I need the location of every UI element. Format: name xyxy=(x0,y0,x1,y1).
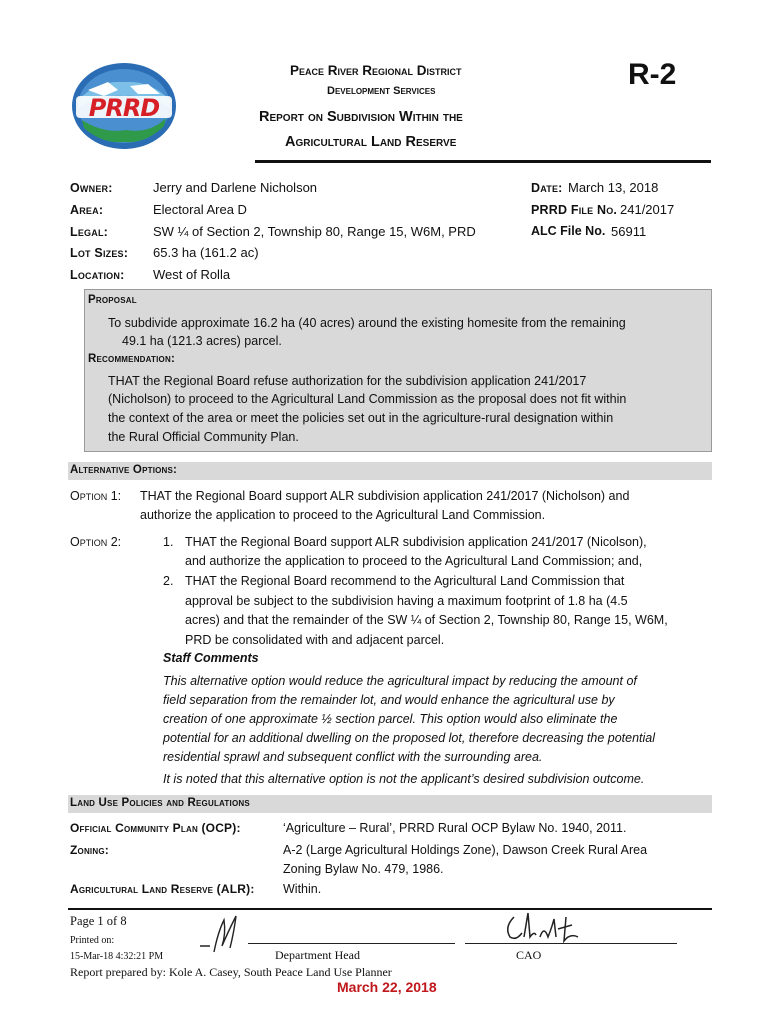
cao-signature xyxy=(500,907,584,947)
location-value: West of Rolla xyxy=(153,267,231,282)
owner-value: Jerry and Darlene Nicholson xyxy=(153,180,318,195)
report-title-line1: Report on Subdivision Within the xyxy=(259,109,463,125)
footer-rule xyxy=(68,908,712,910)
option2-item2-line4: PRD be consolidated with and adjacent parcel. xyxy=(185,633,445,647)
report-title-line2: Agricultural Land Reserve xyxy=(285,134,457,150)
file-value: 241/2017 xyxy=(620,202,675,217)
option2-item1-number: 1. xyxy=(163,535,174,549)
department-head-signature-line xyxy=(248,943,455,944)
received-date-stamp: March 22, 2018 xyxy=(337,979,437,995)
printed-date: 15-Mar-18 4:32:21 PM xyxy=(70,951,164,962)
option2-item2-line2: approval be subject to the subdivision having a maximum footprint of 1.8 ha (4.5 xyxy=(185,594,628,608)
option2-item2-line3: acres) and that the remainder of the SW ¼ of Section 2, Township 80, Range 15, W6M, xyxy=(185,613,668,627)
option1-line2: authorize the application to proceed to the Agricultural Land Commission. xyxy=(140,508,546,522)
logo-text: PRRD xyxy=(88,94,160,122)
option2-item1-line2: and authorize the application to proceed to the Agricultural Land Commission; and, xyxy=(185,554,643,568)
ocp-value: ‘Agriculture – Rural’, PRRD Rural OCP Bylaw No. 1940, 2011. xyxy=(283,821,627,835)
proposal-line2: 49.1 ha (121.3 acres) parcel. xyxy=(122,334,282,348)
staff-comment-line3: creation of one approximate ½ section parcel. This option would also eliminate the xyxy=(163,712,618,726)
zoning-line2: Zoning Bylaw No. 479, 1986. xyxy=(283,862,444,876)
alr-value: Within. xyxy=(283,882,322,896)
land-use-heading: Land Use Policies and Regulations xyxy=(70,797,250,809)
alr-label: Agricultural Land Reserve (ALR): xyxy=(70,882,255,896)
option2-label: Option 2: xyxy=(70,535,122,549)
zoning-line1: A-2 (Large Agricultural Holdings Zone), Dawson Creek Rural Area xyxy=(283,843,648,857)
recommendation-heading: Recommendation: xyxy=(88,353,175,365)
staff-comment-line1: This alternative option would reduce the agricultural impact by reducing the amount of xyxy=(163,674,637,688)
prrd-logo xyxy=(68,60,180,152)
owner-label: Owner: xyxy=(70,181,113,195)
staff-comment-line2: field separation from the remainder lot, and would enhance the agricultural use by xyxy=(163,693,615,707)
area-value: Electoral Area D xyxy=(153,202,247,217)
staff-comment-line4: potential for an additional dwelling on the proposed lot, therefore decreasing the potential xyxy=(163,731,656,745)
legal-value: SW ¼ of Section 2, Township 80, Range 15, W6M, PRD xyxy=(153,224,476,239)
ocp-label: Official Community Plan (OCP): xyxy=(70,821,241,835)
rec-line4: the Rural Official Community Plan. xyxy=(108,430,299,444)
report-code: R-2 xyxy=(628,58,677,91)
legal-label: Legal: xyxy=(70,225,108,239)
area-label: Area: xyxy=(70,203,104,217)
page-number: Page 1 of 8 xyxy=(70,914,127,928)
org-name: Peace River Regional District xyxy=(290,63,462,78)
option2-item2-line1: THAT the Regional Board recommend to the Agricultural Land Commission that xyxy=(185,574,625,588)
alternatives-heading: Alternative Options: xyxy=(70,464,178,476)
department-head-signature xyxy=(196,912,248,956)
rec-line3: the context of the area or meet the policies set out in the agriculture-rural designation within xyxy=(108,411,614,425)
dept-name: Development Services xyxy=(327,85,436,97)
prepared-by: Report prepared by: Kole A. Casey, South Peace Land Use Planner xyxy=(70,965,392,979)
printed-on-label: Printed on: xyxy=(70,935,115,946)
staff-comment-line6: It is noted that this alternative option is not the applicant’s desired subdivision outcome. xyxy=(163,772,645,786)
option1-label: Option 1: xyxy=(70,489,122,503)
option2-item2-number: 2. xyxy=(163,574,174,588)
location-label: Location: xyxy=(70,268,125,282)
date-value: March 13, 2018 xyxy=(568,180,659,195)
cao-label: CAO xyxy=(516,948,542,962)
zoning-label: Zoning: xyxy=(70,843,109,857)
rec-line2: (Nicholson) to proceed to the Agricultural Land Commission as the proposal does not fit within xyxy=(108,392,627,406)
alc-label: ALC File No. xyxy=(531,224,606,238)
department-head-label: Department Head xyxy=(275,948,360,962)
rec-line1: THAT the Regional Board refuse authorization for the subdivision application 241/2017 xyxy=(108,374,587,388)
staff-comment-line5: residential sprawl and subsequent conflict with the surrounding area. xyxy=(163,750,543,764)
staff-comments-heading: Staff Comments xyxy=(163,651,259,665)
proposal-line1: To subdivide approximate 16.2 ha (40 acres) around the existing homesite from the remaining xyxy=(108,316,626,330)
header-rule xyxy=(255,160,711,163)
lot-sizes-label: Lot Sizes: xyxy=(70,246,129,260)
option1-line1: THAT the Regional Board support ALR subdivision application 241/2017 (Nicholson) and xyxy=(140,489,630,503)
date-label: Date: xyxy=(531,181,563,195)
cao-signature-line xyxy=(465,943,677,944)
file-label: PRRD File No. xyxy=(531,203,618,217)
alc-value: 56911 xyxy=(611,224,647,239)
lot-sizes-value: 65.3 ha (161.2 ac) xyxy=(153,245,259,260)
option2-item1-line1: THAT the Regional Board support ALR subdivision application 241/2017 (Nicolson), xyxy=(185,535,647,549)
proposal-heading: Proposal xyxy=(88,294,137,306)
